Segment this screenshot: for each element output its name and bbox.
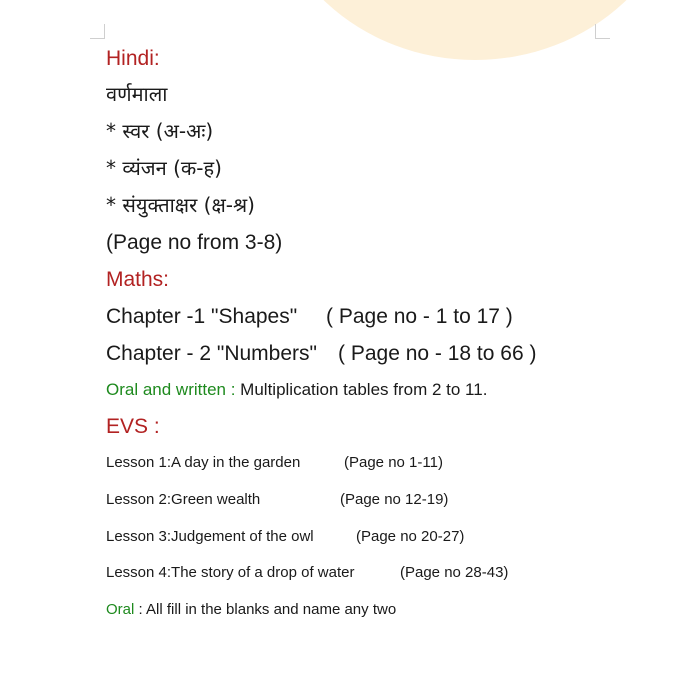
maths-chapter-1 <box>106 306 297 327</box>
maths-heading: Maths: <box>106 268 170 291</box>
evs-oral-text: : All fill in the blanks and name any two <box>134 601 397 618</box>
evs-lesson-2-title: Lesson 2:Green wealth <box>106 491 261 508</box>
evs-oral-line <box>106 602 396 617</box>
maths-oral-text: Multiplication tables from 2 to 11. <box>235 380 488 399</box>
hindi-heading: Hindi: <box>106 47 160 70</box>
maths-chapter-1-pages: ( Page no - 1 to 17 ) <box>326 305 513 328</box>
evs-lesson-4-pages: (Page no 28-43) <box>400 564 509 581</box>
hindi-item-vyanjan: * व्यंजन (क-ह) <box>106 156 222 180</box>
crop-mark-top-right <box>595 24 610 39</box>
evs-heading: EVS : <box>106 415 160 438</box>
maths-chapter-2 <box>106 343 317 364</box>
hindi-item-swar: * स्वर (अ-अः) <box>106 119 214 143</box>
evs-lesson-3-pages: (Page no 20-27) <box>356 528 465 545</box>
hindi-title: वर्णमाला <box>106 82 168 106</box>
evs-lesson-3-title: Lesson 3:Judgement of the owl <box>106 528 314 545</box>
evs-lesson-4-title: Lesson 4:The story of a drop of water <box>106 564 355 581</box>
maths-chapter-1-title: Chapter -1 "Shapes" <box>106 305 298 328</box>
maths-oral-label: Oral and written : <box>106 380 236 399</box>
evs-lesson-1-pages: (Page no 1-11) <box>344 454 443 471</box>
evs-oral-label: Oral <box>106 601 135 618</box>
maths-chapter-2-pages: ( Page no - 18 to 66 ) <box>338 342 537 365</box>
hindi-pages: (Page no from 3-8) <box>106 231 283 254</box>
maths-oral-line <box>106 381 487 398</box>
maths-chapter-2-title: Chapter - 2 "Numbers" <box>106 342 317 365</box>
decorative-circle <box>265 0 685 60</box>
evs-lesson-1-title: Lesson 1:A day in the garden <box>106 454 301 471</box>
evs-lesson-2-pages: (Page no 12-19) <box>340 491 449 508</box>
hindi-item-sanyuktakshar: * संयुक्ताक्षर (क्ष-श्र) <box>106 193 255 217</box>
crop-mark-top-left <box>90 24 105 39</box>
